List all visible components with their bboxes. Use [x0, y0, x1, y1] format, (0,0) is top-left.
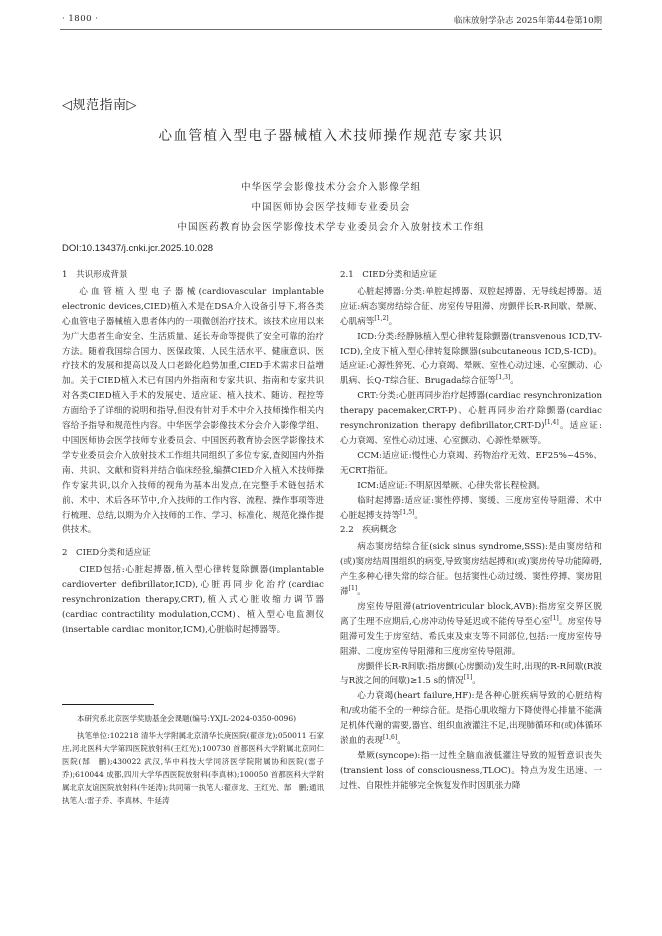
journal-running-head: 临床放射学杂志 2025年第44卷第10期 [454, 16, 602, 26]
section-heading-2-1: 2.1 CIED分类和适应证 [340, 270, 437, 280]
paragraph-text: 。 [357, 587, 366, 598]
body-paragraph [340, 494, 602, 524]
citation-ref: [1] [463, 674, 473, 682]
citation-ref: [1] [550, 614, 559, 622]
author-group: 中国医药教育协会医学影像技术学专业委员会介入放射技术工作组 [177, 222, 485, 233]
paragraph-text: 病态窦房结综合征(sick sinus syndrome,SSS):是由窦房结和(或)窦房结周围组织的病变,导致窦房结起搏和(或)窦房传导功能障碍,产生多种心律失常的综合征。包括窦性心动过缓、窦性停搏、窦房阻滞 [340, 542, 602, 598]
paragraph-text: 。 [414, 510, 424, 521]
right-column [340, 268, 602, 794]
body-paragraph [340, 600, 602, 660]
footnotes [62, 712, 324, 811]
header-rule [60, 29, 602, 30]
paragraph-text: 心力衰竭(heart failure,HF):是各种心脏疾病导致的心脏结构和/或功能不全的一种综合征。是指心肌收缩力下降使得心排量不能满足机体代谢的需要,器官、组织血液灌注不足,出现肺循环和(或)体循环淤血的表现 [340, 691, 602, 747]
author-groups [0, 178, 662, 238]
author-group: 中华医学会影像技术分会介入影像学组 [240, 182, 422, 193]
section-heading-2: 2 CIED分类和适应证 [62, 548, 151, 559]
author-group: 中国医师协会医学技师专业委员会 [251, 202, 411, 213]
body-paragraph: ICM:适应证:不明原因晕厥、心律失常长程检测。 [357, 480, 546, 491]
body-paragraph: CIED包括:心脏起搏器,植入型心律转复除颤器(implantable cardioverter defibrillator,ICD),心脏再同步化治疗(cardiac resynchronization therapy,CRT),植入式心脏收缩力调节器(cardiac contractility modulation,CCM)、植入型心电监测仪(insertable cardiac monitor,ICM),心脏临时起搏器等。 [62, 565, 324, 635]
paragraph-text: 。房室传导阻滞可发生于房室结、希氏束及束支等不同部位,包括:一度房室传导阻滞、二度房室传导阻滞和三度房室传导阻滞。 [340, 616, 602, 657]
body-paragraph: 心血管植入型电子器械(cardiovascular implantable electronic devices,CIED)植入术是在DSA介入设备引导下,将各类心血管电子器械植入患者体内的一项微创治疗技术。该技术应用以来为广大患者生命安全、生活质量、延长寿命等提供了安全可靠的治疗方法。随着我国综合国力、医保政策、人民生活水平、健康意识、医疗技术的发展和提高以及人口老龄化趋势加重,CIED手术需求日益增加。关于CIED植入术已有国内外指南和专家共识、指南和专家共识对各类CIED植入手术的发展史、适应证、植入技术、随访、程控等方面给予了详细的说明和指导,但没有针对手术中介入技师操作相关内容给予指导和规范性内容。中华医学会影像技术分会介入影像学组、中国医师协会医学技师专业委员会、中国医药教育协会医学影像技术学专业委员会介入放射技术工作组共同组织了多位专家,查阅国内外指南、共识、文献和资料并结合临床经验,编撰CIED介入植入术技师操作专家共识,以介入技师的视角为基本出发点,在完整手术链包括术前、术中、术后各环节中,介入技师的工作内容、流程、操作事项等进行梳理、总结,以期为介入技师的工作、学习、标准化、规范化操作提供技术。 [62, 286, 324, 536]
body-paragraph [340, 660, 602, 690]
section-heading-1: 1 共识形成背景 [62, 270, 128, 280]
body-paragraph: CCM:适应证:慢性心力衰竭、药物治疗无效、EF25%~45%、无CRT指征。 [340, 450, 602, 476]
paragraph-text: 房颤伴长R-R间歇:指房颤(心房颤动)发生时,出现的R-R间歇(R波与R波之间的间歇)≥1.5 s的情况 [340, 661, 602, 687]
footnote-rule [62, 704, 154, 705]
body-paragraph [340, 330, 602, 390]
paragraph-text: ICD:分类:经静脉植入型心律转复除颤器(transvenous ICD,TV-ICD),全皮下植入型心律转复除颤器(subcutaneous ICD,S-ICD)。适应证:心源性猝死、心力衰竭、晕厥、室性心动过速、心室颤动、心肌病、长Q-T综合征、Brugada综合征等 [340, 331, 602, 387]
citation-ref: [1,5] [400, 508, 415, 516]
page-number: · 1800 · [62, 14, 99, 24]
citation-ref: [1,3] [496, 374, 511, 382]
doi: DOI:10.13437/j.cnki.jcr.2025.10.028 [62, 243, 214, 254]
citation-ref: [1,4] [544, 419, 559, 427]
body-paragraph: 晕厥(syncope):指一过性全脑血液低灌注导致的短暂意识丧失(transient loss of consciousness,TLOC)。特点为发生迅速、一过性、自限性并能够完全恢复发作时因肌张力降 [340, 751, 602, 791]
citation-ref: [1,2] [374, 314, 389, 322]
section-heading-2-2: 2.2 疾病概念 [340, 525, 397, 536]
body-paragraph [340, 389, 602, 449]
body-paragraph [340, 689, 602, 749]
funding-note: 本研究系北京医学奖励基金会课题(编号:YXJL-2024-0350-0096) [77, 714, 297, 723]
left-column [62, 268, 324, 638]
paper-title: 心血管植入型电子器械植入术技师操作规范专家共识 [158, 128, 504, 144]
paragraph-text: 房室传导阻滞(atrioventricular block,AVB):指房室交界区脱离了生理不应期后,心房冲动传导延迟或不能传导至心室 [340, 601, 602, 627]
paragraph-text: 临时起搏器:适应证:窦性停搏、窦缓、三度房室传导阻滞、术中心脏起搏支持等 [340, 495, 602, 521]
paragraph-text: 心脏起搏器:分类:单腔起搏器、双腔起搏器、无导线起搏器。适应证:病态窦房结综合征、房室传导阻滞、房颤伴长R-R间歇、晕厥、心肌病等 [340, 286, 602, 327]
affiliations-note: 执笔单位:102218 清华大学附属北京清华长庚医院(翟彦龙);050011 石家庄,河北医科大学第四医院放射科(王红光);100730 首都医科大学附属北京同仁医院(郜 鹏);430022 武汉,华中科技大学同济医学院附属协和医院(雷子乔);610044 成都,四川大学华西医院放射科(李真林);100050 首都医科大学附属北京友谊医院放射科(牛延涛);共同第一执笔人:翟彦龙、王红光、郜 鹏;通讯执笔人:雷子乔、李真林、牛延涛 [62, 731, 324, 805]
paragraph-text: 。适应证:心力衰竭、室性心动过速、心室颤动、心源性晕厥等。 [340, 421, 602, 446]
body-paragraph [340, 540, 602, 600]
paragraph-text: 。 [388, 316, 398, 327]
paragraph-text: CRT:分类:心脏再同步治疗起搏器(cardiac resynchronization therapy pacemaker,CRT-P)、心脏再同步治疗除颤器(cardiac resynchronization therapy defibrillator,CRT-D) [340, 391, 602, 432]
paragraph-text: 。 [472, 676, 481, 687]
citation-ref: [1] [348, 585, 358, 593]
section-tag: ◁规范指南▷ [62, 98, 137, 113]
citation-ref: [1,6] [382, 734, 398, 742]
paragraph-text: 。 [397, 736, 406, 747]
paragraph-text: 。 [510, 376, 519, 387]
body-paragraph [340, 285, 602, 330]
